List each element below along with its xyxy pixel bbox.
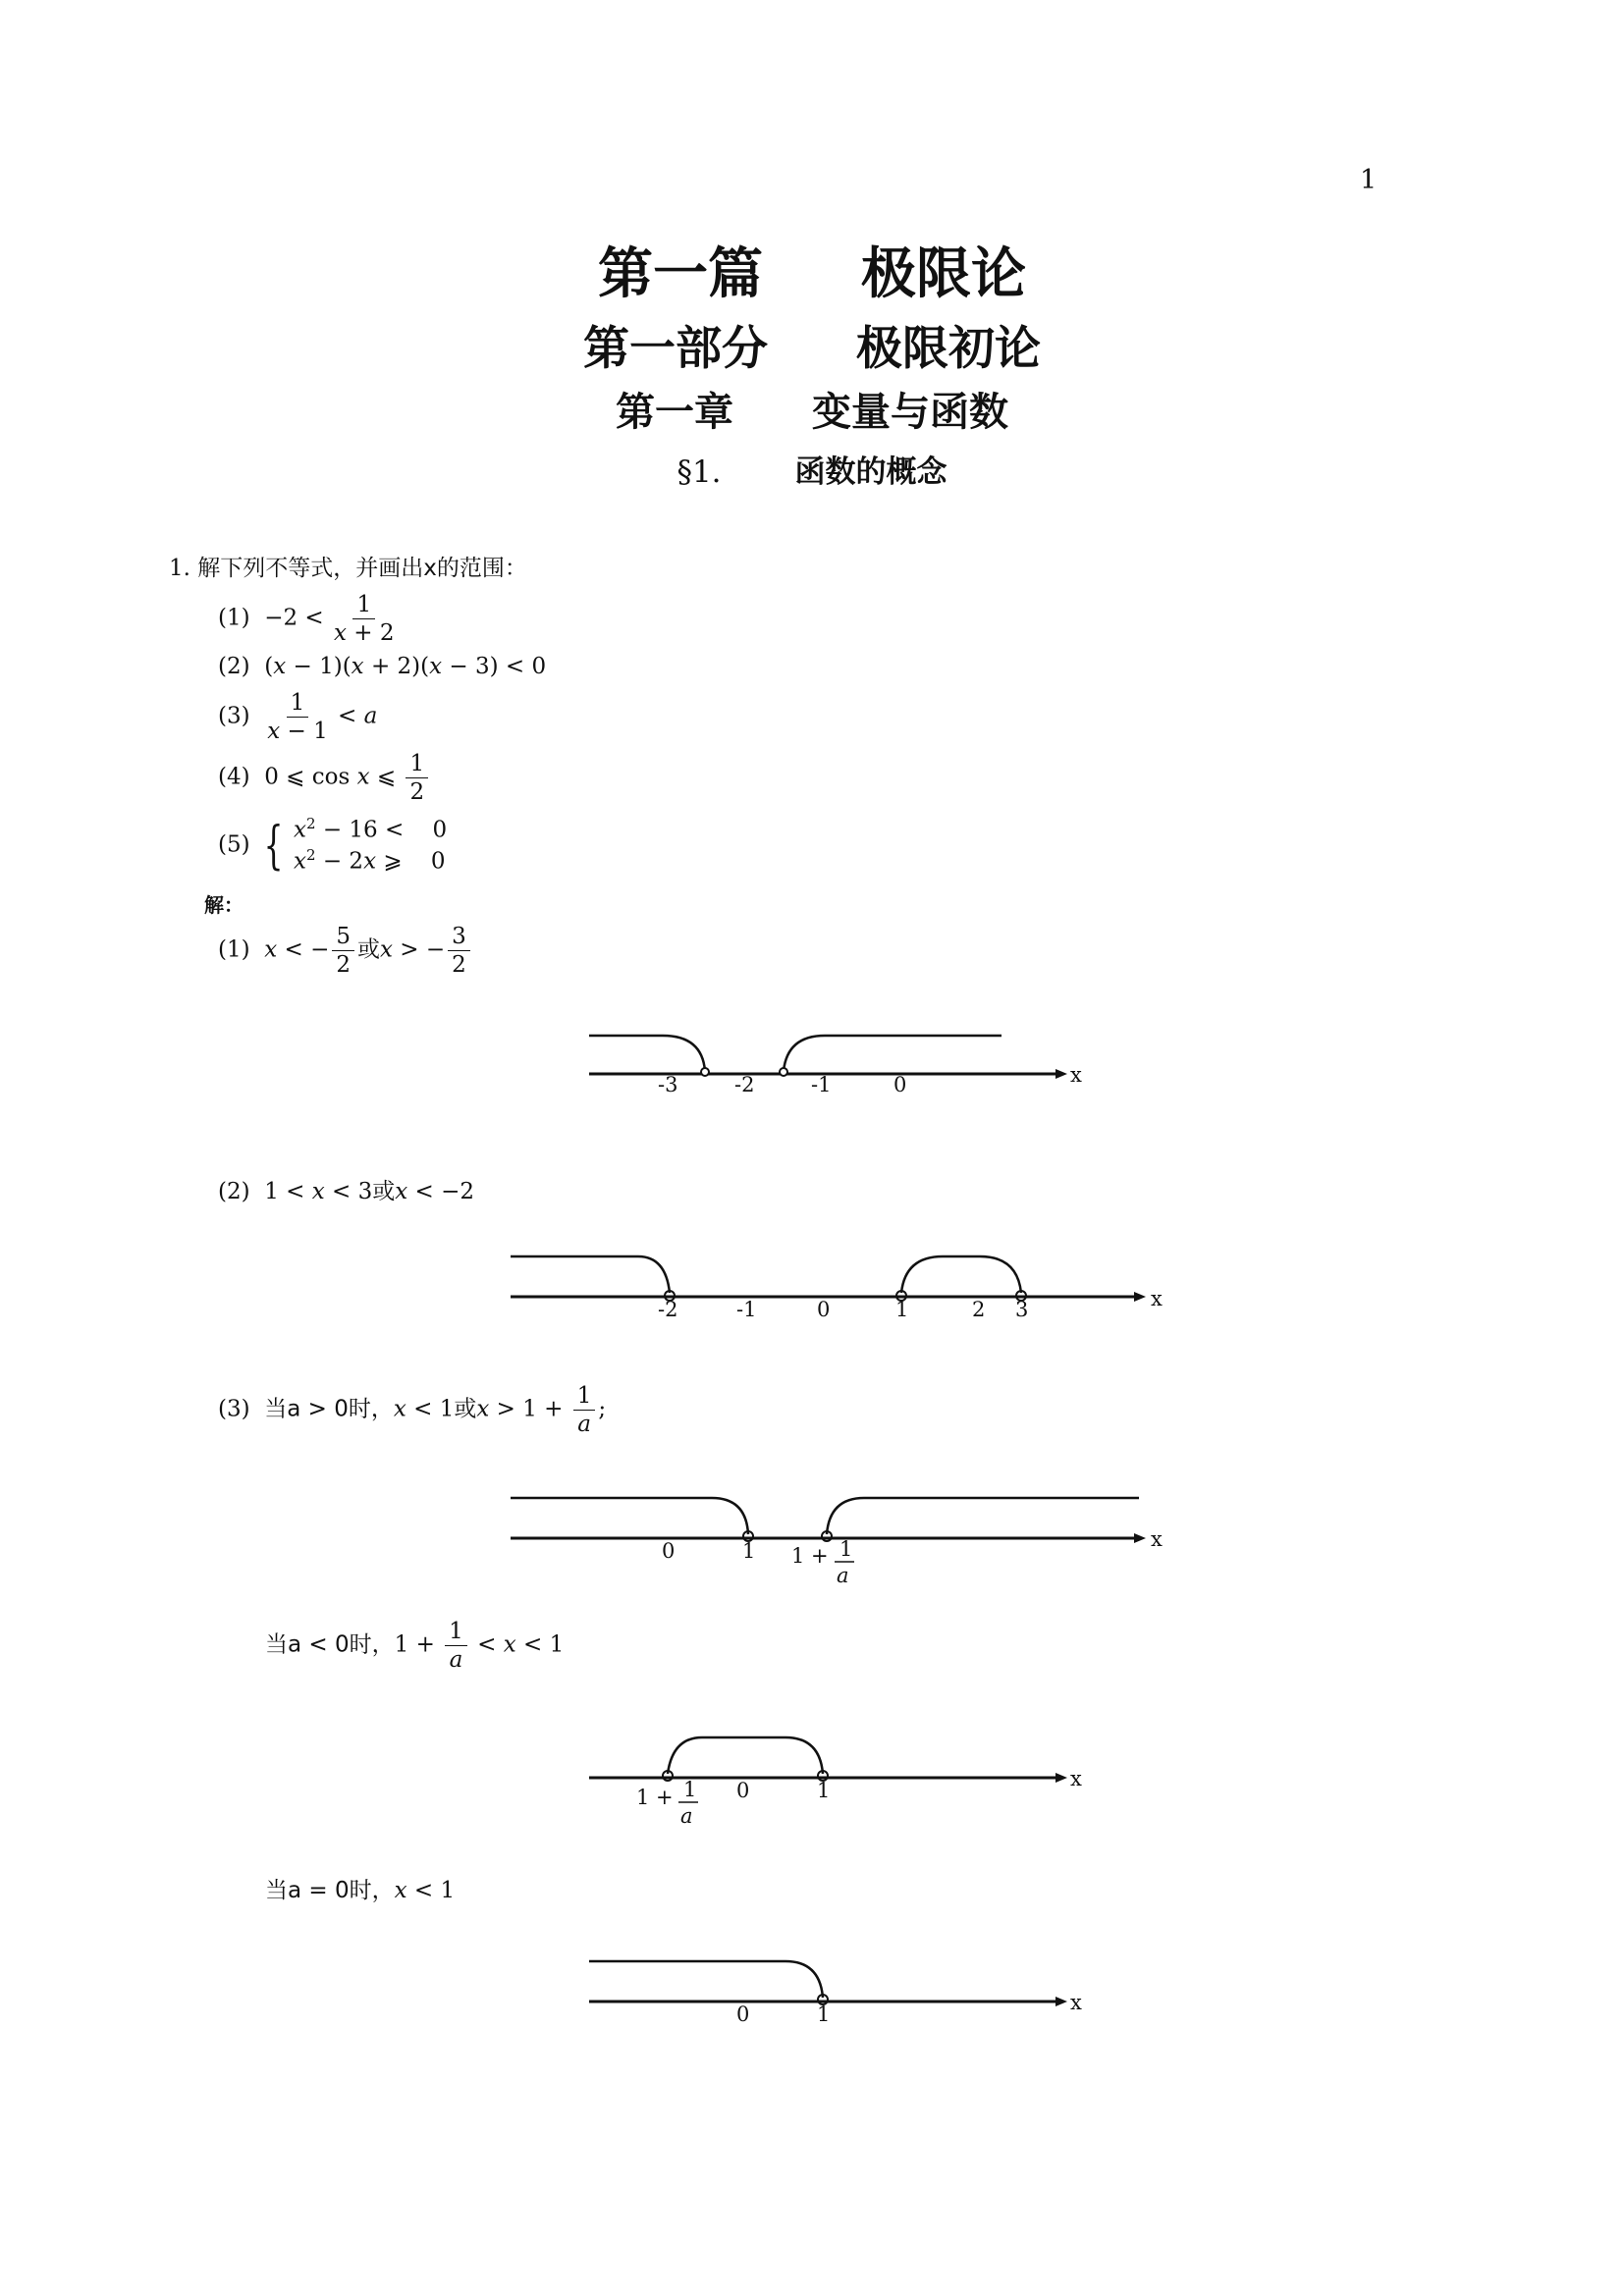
axis-arrow-icon: [1056, 1069, 1067, 1079]
answer-label: (1): [218, 936, 250, 963]
interval-middle: [901, 1256, 1021, 1293]
answer-1: (1) x < − $\frac{5}{2}$ 或x > − $\frac{3}{2}$: [218, 925, 473, 977]
item-2: (2) (x − 1)(x + 2)(x − 3) < 0: [218, 654, 547, 679]
problem-number: 1.: [169, 556, 190, 581]
problem-statement: [169, 550, 527, 582]
axis-label: x: [1151, 1527, 1163, 1551]
tick-label: 1: [817, 2002, 831, 2022]
tick-label-1-plus-1-over-a: 1 +: [791, 1544, 829, 1568]
axis-label: x: [1070, 1063, 1082, 1087]
axis-label: x: [1070, 1991, 1082, 2014]
tick-label: 0: [736, 1779, 750, 1802]
interval-left: [589, 1036, 705, 1071]
chapter-heading: [0, 381, 1624, 437]
answer-3: (3) 当a > 0时，x < 1或x > 1 + $\frac{1}{a}$ ;: [218, 1383, 607, 1438]
answer-2: (2) 1 < x < 3或x < −2: [218, 1179, 475, 1204]
number-line-5: [579, 1944, 1090, 2022]
tick-label: 0: [736, 2002, 750, 2022]
number-line-3: [501, 1480, 1168, 1593]
chapter-label: 第一章: [616, 390, 733, 435]
axis-arrow-icon: [1134, 1533, 1146, 1543]
fraction-numerator: 1: [839, 1537, 853, 1561]
item-label: (3): [218, 703, 250, 729]
case-a-positive: 当a > 0时，: [264, 1396, 394, 1422]
fraction-denominator: a: [837, 1564, 849, 1587]
interval-middle: [668, 1737, 823, 1774]
interval-left: [589, 1961, 823, 1998]
item-label: (1): [218, 605, 250, 631]
tick-label-1-plus-1-over-a: 1 +: [636, 1786, 674, 1809]
part-label: 第一篇: [598, 242, 763, 306]
case-a-negative: 当a < 0时，: [265, 1631, 395, 1658]
tick-label: 0: [662, 1539, 676, 1563]
tick-label: 1: [817, 1779, 831, 1802]
part-heading: [0, 231, 1624, 309]
fraction-numerator: 1: [683, 1778, 697, 1801]
item-label: (5): [218, 831, 250, 858]
tick-label: -3: [658, 1073, 678, 1095]
interval-right: [784, 1036, 1001, 1071]
item-4: (4) 0 ⩽ cos x ⩽ $\frac{1}{2}$: [218, 752, 431, 804]
tick-label: -2: [734, 1073, 755, 1095]
paragraph-label: §1.: [677, 454, 722, 490]
paragraph-title: 函数的概念: [794, 454, 947, 490]
item-5: (5) { $x^2 - 16$ < 0 $x^2 - 2x$ ⩾ 0: [218, 815, 448, 876]
section-title: 极限初论: [856, 322, 1041, 376]
tick-label: 3: [1015, 1298, 1029, 1320]
answer-label: (2): [218, 1179, 250, 1204]
item-label: (4): [218, 764, 250, 790]
axis-arrow-icon: [1056, 1997, 1067, 2006]
case-a-zero: 当a = 0时，: [265, 1878, 395, 1903]
axis-arrow-icon: [1056, 1773, 1067, 1783]
tick-label: 0: [817, 1298, 831, 1320]
section-heading: [0, 312, 1624, 378]
number-line-1: [579, 1016, 1090, 1095]
tick-label: -1: [811, 1073, 832, 1095]
paragraph-heading: [0, 447, 1624, 491]
axis-arrow-icon: [1134, 1292, 1146, 1302]
problem-text: 解下列不等式，并画出x的范围：: [197, 556, 527, 581]
solution-label: 解：: [204, 893, 244, 917]
tick-label: 1: [895, 1298, 909, 1320]
fraction-denominator: a: [680, 1804, 693, 1828]
answer-label: (3): [218, 1396, 250, 1422]
item-label: (2): [218, 654, 250, 679]
tick-label: -1: [736, 1298, 757, 1320]
tick-label: 2: [972, 1298, 986, 1320]
number-line-4: [579, 1718, 1090, 1831]
section-label: 第一部分: [583, 322, 768, 376]
tick-label: 1: [742, 1539, 756, 1563]
tick-label: 0: [893, 1073, 907, 1095]
axis-label: x: [1070, 1767, 1082, 1790]
interval-left: [511, 1498, 748, 1534]
open-point: [780, 1068, 787, 1076]
answer-3-case-negative: 当a < 0时，1 + $\frac{1}{a}$ < x < 1: [265, 1619, 565, 1674]
number-line-2: [501, 1242, 1168, 1320]
interval-right: [827, 1498, 1139, 1534]
axis-label: x: [1151, 1287, 1163, 1310]
answer-3-case-zero: 当a = 0时，x < 1: [265, 1878, 456, 1903]
page-number: 1: [1360, 165, 1378, 195]
part-title: 极限论: [861, 242, 1026, 306]
item-3: (3) $\frac{1}{x - 1}$ < a: [218, 690, 378, 745]
tick-label: -2: [658, 1298, 678, 1320]
item-1: (1) −2 < $\frac{1}{x + 2}$: [218, 592, 395, 647]
open-point: [701, 1068, 709, 1076]
interval-left: [511, 1256, 670, 1293]
chapter-title: 变量与函数: [812, 390, 1008, 435]
